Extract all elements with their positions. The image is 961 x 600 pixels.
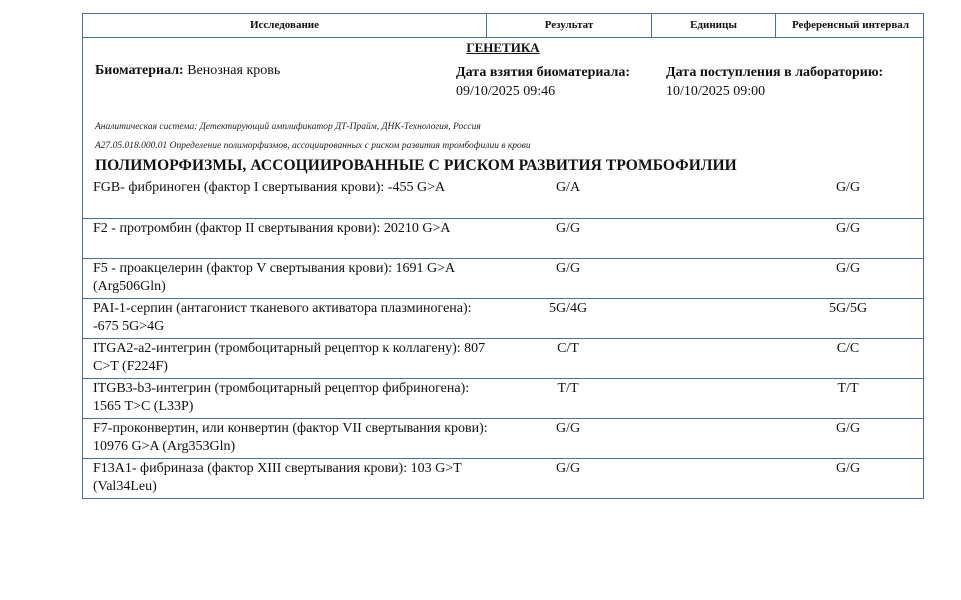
test-name: F13A1- фибриназа (фактор XIII свертывания крови): 103 G>T (Val34Leu)	[93, 461, 462, 494]
biomaterial-value: Венозная кровь	[187, 63, 281, 78]
table-row	[83, 418, 923, 458]
table-row	[83, 458, 923, 498]
biomaterial	[95, 63, 280, 79]
date-received	[666, 63, 883, 101]
test-result: G/G	[555, 261, 581, 276]
service-code: А27.05.018.000.01 Определение полиморфизмов, ассоциированных с риском развития тромбофилии в крови	[95, 141, 531, 151]
header-result: Результат	[487, 14, 652, 37]
header-reference: Референсный интервал	[791, 19, 910, 31]
test-result: C/T	[557, 341, 579, 356]
test-reference: G/G	[835, 461, 861, 476]
test-name: FGB- фибриноген (фактор I свертывания крови): -455 G>A	[93, 180, 446, 195]
table-header	[83, 14, 923, 38]
test-reference: G/G	[835, 261, 861, 276]
results-rows	[83, 178, 923, 498]
test-name: ITGA2-a2-интегрин (тромбоцитарный рецептор к коллагену): 807 C>T (F224F)	[93, 341, 486, 374]
test-name: PAI-1-серпин (антагонист тканевого активатора плазминогена): -675 5G>4G	[93, 301, 472, 334]
date-taken-label: Дата взятия биоматериала:	[456, 65, 631, 80]
group-title: ПОЛИМОРФИЗМЫ, АССОЦИИРОВАННЫЕ С РИСКОМ РАЗВИТИЯ ТРОМБОФИЛИИ	[95, 157, 737, 174]
analytical-system: Аналитическая система: Детектирующий амплификатор ДТ-Прайм, ДНК-Технология, Россия	[95, 122, 481, 132]
test-name: F7-проконвертин, или конвертин (фактор VII свертывания крови): 10976 G>A (Arg353Gln)	[93, 421, 488, 454]
test-name: ITGB3-b3-интегрин (тромбоцитарный рецептор фибриногена): 1565 T>C (L33P)	[93, 381, 470, 414]
header-test: Исследование	[83, 14, 487, 37]
date-taken-value: 09/10/2025 09:46	[456, 84, 556, 99]
test-reference: 5G/5G	[828, 301, 868, 316]
test-result: 5G/4G	[548, 301, 588, 316]
header-units: Единицы	[652, 14, 776, 37]
test-reference: G/G	[835, 221, 861, 236]
table-row	[83, 178, 923, 218]
date-taken	[456, 63, 630, 101]
test-result: T/T	[557, 381, 579, 396]
test-reference: C/C	[836, 341, 860, 356]
table-row	[83, 298, 923, 338]
test-name: F2 - протромбин (фактор II свертывания крови): 20210 G>A	[93, 221, 451, 236]
date-received-label: Дата поступления в лабораторию:	[666, 65, 884, 80]
test-reference: G/G	[835, 180, 861, 195]
date-received-value: 10/10/2025 09:00	[666, 84, 766, 99]
table-row	[83, 218, 923, 258]
test-reference: T/T	[837, 381, 859, 396]
test-result: G/G	[555, 421, 581, 436]
test-result: G/A	[555, 180, 581, 195]
biomaterial-label: Биоматериал:	[95, 63, 184, 78]
table-row	[83, 378, 923, 418]
section-title: ГЕНЕТИКА	[466, 40, 540, 55]
table-row	[83, 338, 923, 378]
test-reference: G/G	[835, 421, 861, 436]
lab-report-table	[82, 13, 924, 499]
test-name: F5 - проакцелерин (фактор V свертывания крови): 1691 G>A (Arg506Gln)	[93, 261, 455, 294]
test-result: G/G	[555, 461, 581, 476]
test-result: G/G	[555, 221, 581, 236]
table-row	[83, 258, 923, 298]
